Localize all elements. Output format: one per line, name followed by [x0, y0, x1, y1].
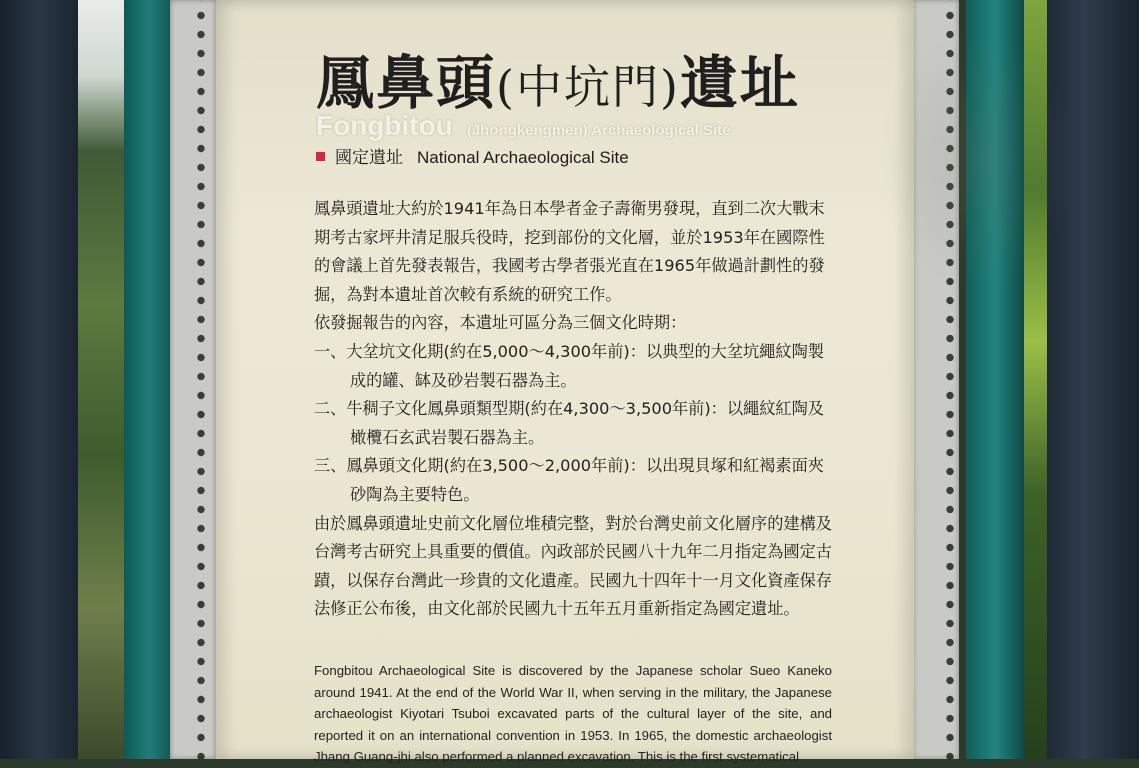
period-item-1: 一、大坌坑文化期(約在5,000〜4,300年前)：以典型的大坌坑繩紋陶製成的罐、缽及砂岩製石器為主。	[314, 341, 824, 390]
title-tail: 遺址	[679, 49, 800, 117]
title-en-main: Fongbitou	[316, 110, 453, 141]
sign-title-chinese	[316, 36, 800, 120]
title-en-sub: (Jhongkengmen) Archaeological Site	[466, 122, 731, 139]
sign-title-english	[316, 110, 731, 142]
sign-post-left	[0, 0, 78, 759]
english-paragraph: Fongbitou Archaeological Site is discovered by the Japanese scholar Sueo Kaneko around 1941. At the end of the World War II, when serving in the military, the Japanese archaeologist Kiyotari Tsuboi excavated parts of the cultural layer of the site, and reported it on an international convention in 1953. In 1965, the domestic archaeologist Jhang Guang-jhi also performed a planned excavation. This is the first systematical	[314, 663, 832, 765]
chinese-description	[314, 195, 834, 624]
red-square-marker	[316, 152, 325, 161]
title-alt-name: (中坑門)	[496, 60, 680, 114]
period-item-2: 二、牛稠子文化鳳鼻頭類型期(約在4,300〜3,500年前)：以繩紋紅陶及橄欖石玄武岩製石器為主。	[314, 399, 824, 447]
intro-paragraph: 鳳鼻頭遺址大約於1941年為日本學者金子壽衛男發現，直到二次大戰末期考古家坪井清足服兵役時，挖到部份的文化層，並於1953年在國際性的會議上首先發表報告，我國考古學者張光直在1965年做過計劃性的發掘，為對本遺址首次較有系統的研究工作。	[314, 199, 825, 304]
sign-frame-left	[124, 0, 176, 759]
glass-reflection	[876, 30, 1076, 290]
conclusion-paragraph: 由於鳳鼻頭遺址史前文化層位堆積完整，對於台灣史前文化層序的建構及台灣考古研究上具重要的價值。內政部於民國八十九年二月指定為國定古蹟，以保存台灣此一珍貴的文化遺產。民國九十四年十一月文化資產保存法修正公布後，由文化部於民國九十五年五月重新指定為國定遺址。	[314, 513, 832, 619]
perforated-strip-left	[170, 0, 216, 759]
periods-intro: 依發掘報告的內容，本遺址可區分為三個文化時期：	[314, 313, 687, 333]
english-description	[314, 660, 832, 768]
designation-chinese: 國定遺址	[335, 148, 403, 168]
site-designation	[316, 143, 629, 168]
title-main: 鳳鼻頭	[316, 49, 497, 117]
period-item-3: 三、鳳鼻頭文化期(約在3,500〜2,000年前)：以出現貝塚和紅褐素面夾砂陶為主要特色。	[314, 456, 824, 504]
designation-english: National Archaeological Site	[417, 148, 629, 167]
